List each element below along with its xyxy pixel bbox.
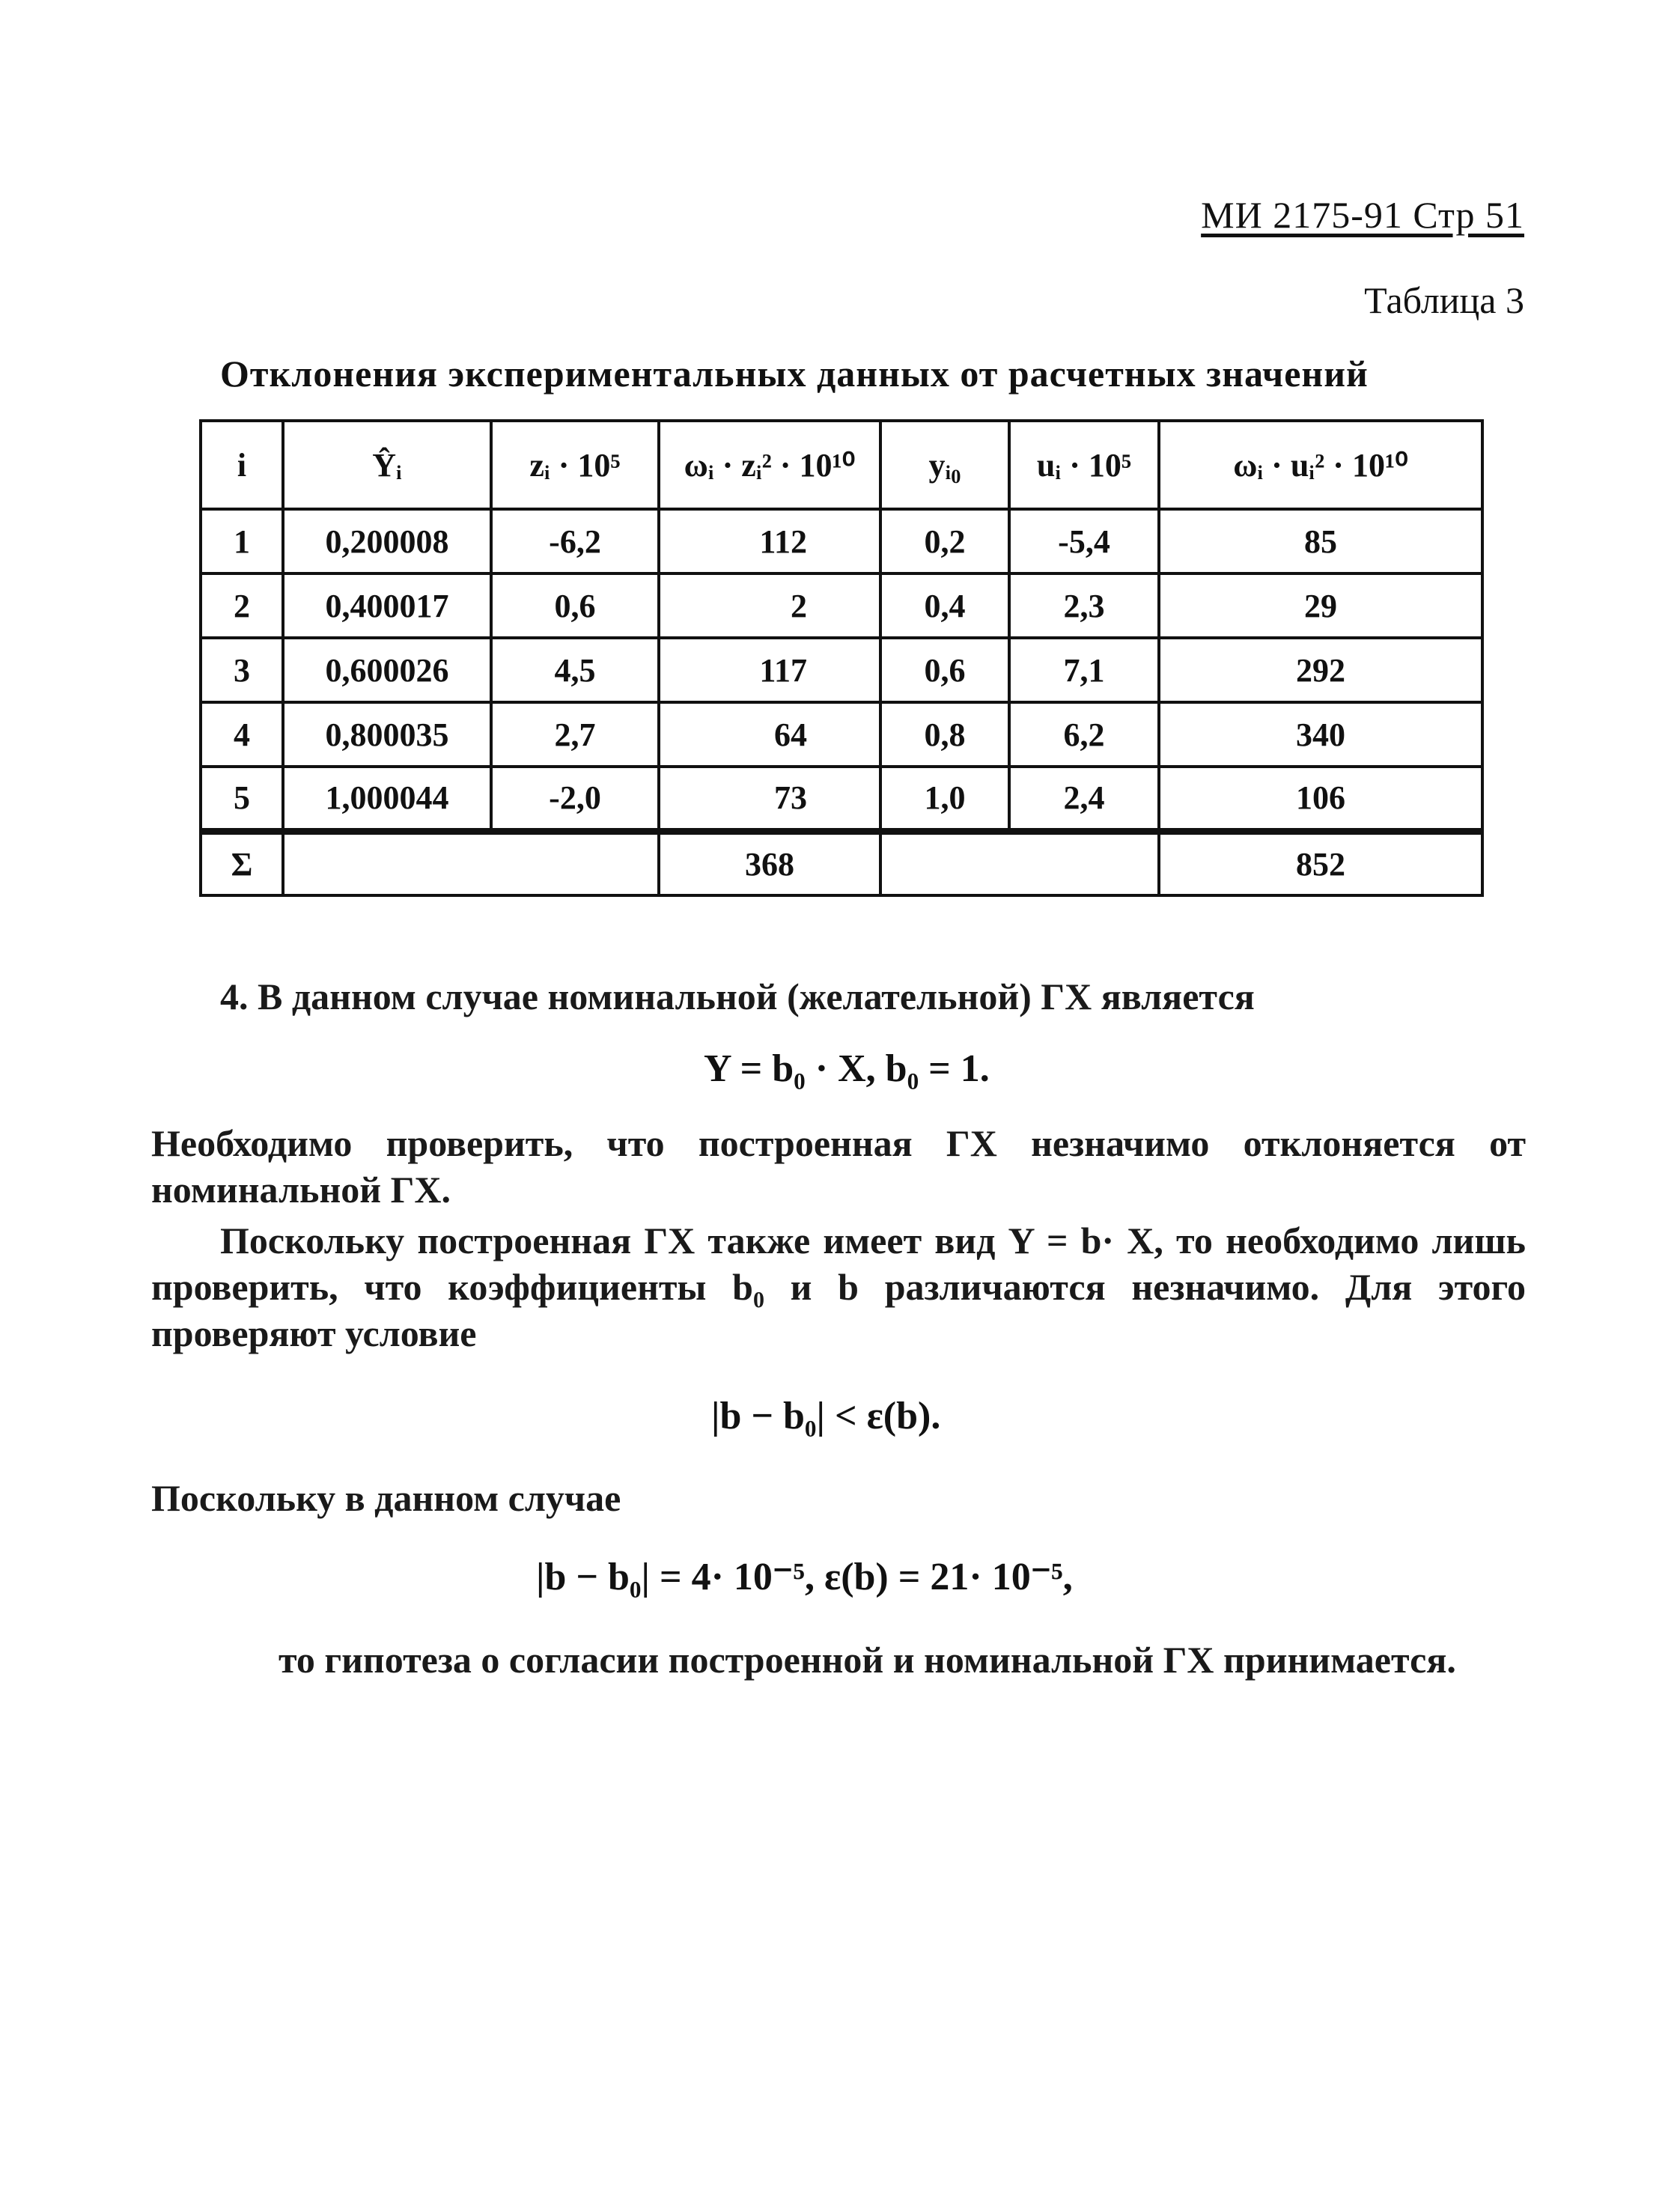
deviations-table — [199, 419, 1484, 897]
cell-z: -6,2 — [491, 509, 659, 573]
paragraph-point-4: 4. В данном случае номинальной (желательной) ГХ является — [220, 975, 1255, 1017]
cell-y-hat: 0,200008 — [283, 509, 491, 573]
cell-y-hat: 1,000044 — [283, 767, 491, 831]
cell-u: -5,4 — [1009, 509, 1159, 573]
cell-omega-z2: 2 — [659, 573, 880, 638]
paragraph-conclusion: то гипотеза о согласии построенной и номинальной ГХ принимается. — [279, 1639, 1456, 1681]
cell-omega-u2: 106 — [1159, 767, 1482, 831]
cell-y0: 0,4 — [880, 573, 1009, 638]
paragraph-check-deviation: Необходимо проверить, что построенная ГХ незначимо отклоняется от номинальной ГХ. — [151, 1122, 1526, 1211]
cell-y-hat: 0,800035 — [283, 702, 491, 767]
cell-y0: 0,8 — [880, 702, 1009, 767]
header-omega-z2: ωᵢ · zᵢ² · 10¹⁰ — [659, 421, 880, 509]
cell-i: 2 — [201, 573, 283, 638]
sum-omega-z2: 368 — [659, 831, 880, 895]
cell-y-hat: 0,600026 — [283, 638, 491, 702]
cell-omega-u2: 292 — [1159, 638, 1482, 702]
cell-y0: 0,2 — [880, 509, 1009, 573]
table-header-row — [201, 421, 1482, 509]
formula-values: |b − b₀| = 4· 10⁻⁵, ε(b) = 21· 10⁻⁵, — [536, 1556, 1073, 1598]
paragraph-coefficients: Поскольку построенная ГХ также имеет вид Y = b· X, то необходимо лишь проверить, что коэффициенты b₀ и b различаются незначимо. Для этого проверяют условие — [151, 1220, 1526, 1354]
header-y0: yᵢ₀ — [880, 421, 1009, 509]
header-i: i — [201, 421, 283, 509]
sum-label: Σ — [201, 831, 283, 895]
formula-nominal-characteristic: Y = b₀ · X, b₀ = 1. — [704, 1047, 990, 1090]
table-row — [201, 573, 1482, 638]
cell-z: 0,6 — [491, 573, 659, 638]
header-omega-u2: ωᵢ · uᵢ² · 10¹⁰ — [1159, 421, 1482, 509]
cell-i: 4 — [201, 702, 283, 767]
sum-omega-u2: 852 — [1159, 831, 1482, 895]
header-u: uᵢ · 10⁵ — [1009, 421, 1159, 509]
sum-empty-cell — [880, 831, 1159, 895]
table-row — [201, 702, 1482, 767]
formula-condition: |b − b₀| < ε(b). — [711, 1395, 941, 1437]
cell-y0: 0,6 — [880, 638, 1009, 702]
cell-omega-z2: 64 — [659, 702, 880, 767]
cell-i: 5 — [201, 767, 283, 831]
cell-u: 2,3 — [1009, 573, 1159, 638]
cell-y0: 1,0 — [880, 767, 1009, 831]
cell-z: 4,5 — [491, 638, 659, 702]
cell-omega-z2: 112 — [659, 509, 880, 573]
table-label: Таблица 3 — [1364, 279, 1524, 321]
sum-empty-cell — [283, 831, 659, 895]
cell-i: 1 — [201, 509, 283, 573]
table-title: Отклонения экспериментальных данных от расчетных значений — [220, 353, 1369, 395]
cell-u: 7,1 — [1009, 638, 1159, 702]
cell-z: 2,7 — [491, 702, 659, 767]
cell-omega-u2: 340 — [1159, 702, 1482, 767]
page-code: МИ 2175-91 Стр 51 — [1201, 194, 1524, 236]
cell-omega-u2: 85 — [1159, 509, 1482, 573]
header-y-hat: Ŷᵢ — [283, 421, 491, 509]
table-row — [201, 767, 1482, 831]
table-sum-row — [201, 831, 1482, 895]
cell-u: 6,2 — [1009, 702, 1159, 767]
cell-omega-u2: 29 — [1159, 573, 1482, 638]
cell-u: 2,4 — [1009, 767, 1159, 831]
cell-y-hat: 0,400017 — [283, 573, 491, 638]
paragraph-in-this-case: Поскольку в данном случае — [151, 1477, 621, 1519]
cell-i: 3 — [201, 638, 283, 702]
header-z: zᵢ · 10⁵ — [491, 421, 659, 509]
table-row — [201, 509, 1482, 573]
cell-omega-z2: 73 — [659, 767, 880, 831]
cell-omega-z2: 117 — [659, 638, 880, 702]
cell-z: -2,0 — [491, 767, 659, 831]
table-row — [201, 638, 1482, 702]
